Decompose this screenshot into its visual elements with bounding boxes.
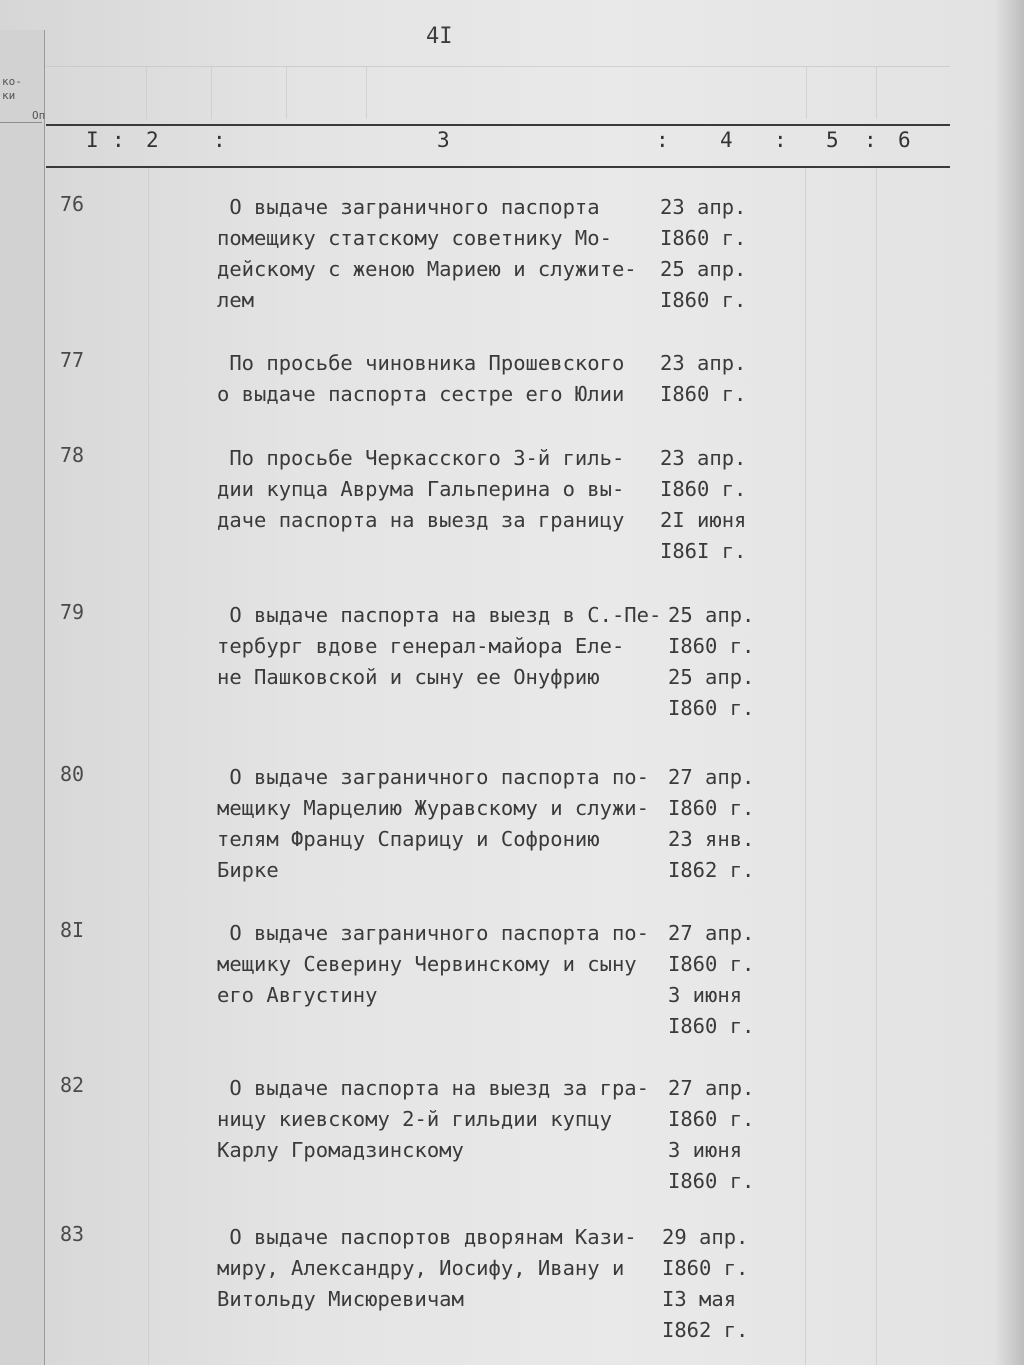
column-separator: : [774,128,787,152]
entry-description [217,600,667,693]
date-line: I860 г. [668,952,755,976]
entry-dates [660,443,780,567]
show-through-header [46,66,950,119]
entry-number: 83 [60,1222,85,1246]
description-line: ницу киевскому 2-й гильдии купцу [217,1107,612,1131]
date-line: I860 г. [668,696,755,720]
entry-number: 80 [60,762,85,786]
date-line: 23 апр. [660,446,747,470]
date-line: 27 апр. [668,921,755,945]
date-line: I860 г. [668,1014,755,1038]
column-number-2: 2 [146,128,159,152]
entry-dates [662,1222,782,1346]
date-line: I860 г. [660,477,747,501]
date-line: I862 г. [662,1318,749,1342]
entry-dates [668,600,788,724]
date-line: 25 апр. [668,603,755,627]
margin-fragment-line-2: ки [2,89,16,102]
description-line: О выдаче заграничного паспорта [217,195,600,219]
column-line [876,168,877,1365]
margin-fragment-line-3: Оп [32,109,46,122]
description-line: мещику Марцелию Журавскому и служи- [217,796,649,820]
header-rule-top [46,124,950,126]
description-line: его Августину [217,983,378,1007]
entry-dates [660,348,780,410]
description-line: Витольду Мисюревичам [217,1287,464,1311]
date-line: I86I г. [660,539,747,563]
entry-description [217,192,667,316]
description-line: тербург вдове генерал-майора Еле- [217,634,625,658]
date-line: 2I июня [660,508,747,532]
entry-number: 8I [60,918,85,942]
header-rule-bottom [46,166,950,168]
description-line: По просьбе Черкасского 3-й гиль- [217,446,625,470]
ghost-column-line [366,67,367,119]
entry-dates [668,762,788,886]
date-line: 25 апр. [660,257,747,281]
description-line: О выдаче паспортов дворянам Кази- [217,1225,637,1249]
column-number-6: 6 [898,128,911,152]
date-line: 29 апр. [662,1225,749,1249]
date-line: 3 июня [668,983,743,1007]
underlying-page-rule [0,122,42,123]
ghost-column-line [211,67,212,119]
description-line: лем [217,288,255,312]
entry-number: 76 [60,192,85,216]
underlying-page-fragment [0,30,45,1365]
date-line: 27 апр. [668,765,755,789]
description-line: Карлу Громадзинскому [217,1138,464,1162]
column-separator: : [213,128,226,152]
entry-description [217,348,667,410]
date-line: I860 г. [662,1256,749,1280]
entry-number: 78 [60,443,85,467]
date-line: I860 г. [668,1107,755,1131]
description-line: О выдаче заграничного паспорта по- [217,921,649,945]
entry-description [217,1073,667,1166]
entry-description [217,1222,667,1315]
date-line: 25 апр. [668,665,755,689]
entry-number: 82 [60,1073,85,1097]
date-line: 3 июня [668,1138,743,1162]
description-line: Бирке [217,858,279,882]
column-line [148,168,149,1365]
date-line: I860 г. [660,226,747,250]
date-line: I3 мая [662,1287,737,1311]
date-line: I862 г. [668,858,755,882]
entry-description [217,762,667,886]
column-number-1: I [86,128,99,152]
entry-number: 79 [60,600,85,624]
ghost-column-line [806,67,807,119]
column-separator: : [656,128,669,152]
page-shadow [994,0,1024,1365]
description-line: помещику статскому советнику Мо- [217,226,612,250]
date-line: 23 апр. [660,195,747,219]
entry-number: 77 [60,348,85,372]
column-separator: : [864,128,877,152]
description-line: о выдаче паспорта сестре его Юлии [217,382,625,406]
description-line: дии купца Аврума Гальперина о вы- [217,477,625,501]
entry-dates [660,192,780,316]
column-separator: : [112,128,125,152]
date-line: I860 г. [660,288,747,312]
date-line: I860 г. [660,382,747,406]
description-line: не Пашковской и сыну ее Онуфрию [217,665,600,689]
description-line: дейскому с женою Мариею и служите- [217,257,637,281]
description-line: телям Францу Спарицу и Софронию [217,827,600,851]
entry-description [217,443,667,536]
column-line [805,168,806,1365]
description-line: О выдаче заграничного паспорта по- [217,765,649,789]
description-line: О выдаче паспорта на выезд за гра- [217,1076,649,1100]
date-line: 23 янв. [668,827,755,851]
column-number-4: 4 [720,128,733,152]
date-line: I860 г. [668,634,755,658]
column-number-3: 3 [437,128,450,152]
entry-dates [668,1073,788,1197]
page-number: 4I [426,24,453,49]
date-line: I860 г. [668,796,755,820]
description-line: даче паспорта на выезд за границу [217,508,625,532]
description-line: мещику Северину Червинскому и сыну [217,952,637,976]
entry-dates [668,918,788,1042]
ghost-column-line [146,67,147,119]
ghost-column-line [286,67,287,119]
date-line: I860 г. [668,1169,755,1193]
margin-fragment-line-1: ко- [2,75,22,88]
date-line: 27 апр. [668,1076,755,1100]
ghost-column-line [876,67,877,119]
column-number-5: 5 [826,128,839,152]
description-line: миру, Александру, Иосифу, Ивану и [217,1256,625,1280]
date-line: 23 апр. [660,351,747,375]
margin-fragment-text [2,75,46,123]
entry-description [217,918,667,1011]
description-line: По просьбе чиновника Прошевского [217,351,625,375]
description-line: О выдаче паспорта на выезд в С.-Пе- [217,603,662,627]
